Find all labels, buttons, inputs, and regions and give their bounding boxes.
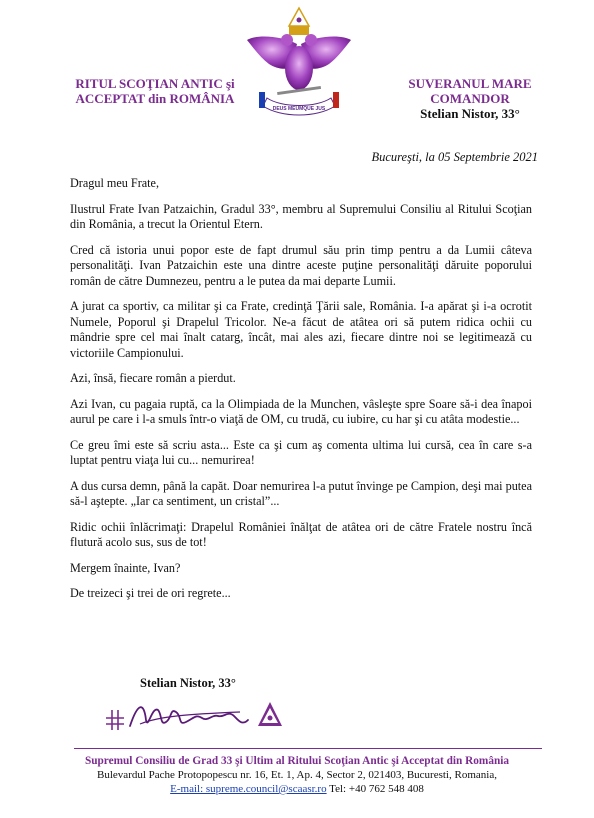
paragraph: Ilustrul Frate Ivan Patzaichin, Gradul 33°, membru al Supremului Consiliu al Ritului Scoţian din România, a trecut la Orientul Etern. <box>70 201 532 231</box>
footer-phone: Tel: +40 762 548 408 <box>329 783 424 795</box>
header-org-name <box>60 76 250 106</box>
paragraph: A dus cursa demn, până la capăt. Doar nemurirea l-a putut învinge pe Campion, deşi mai putea să-l aştepte. „Iar ca sentiment, un cristal”... <box>70 478 532 508</box>
header-left-line2: ACCEPTAT din ROMÂNIA <box>75 91 235 106</box>
double-headed-eagle-emblem <box>247 6 351 124</box>
letter-date: Bucureşti, la 05 Septembrie 2021 <box>371 150 538 164</box>
signer-name: Stelian Nistor, 33° <box>140 676 236 690</box>
letter-body <box>70 176 532 612</box>
salutation: Dragul meu Frate, <box>70 176 160 190</box>
paragraph: Mergem înainte, Ivan? <box>70 560 181 575</box>
header-right-name: Stelian Nistor, 33° <box>420 106 520 121</box>
paragraph: Cred că istoria unui popor este de fapt drumul său prin timp pentru a da Lumii câteva personalităţi. Ivan Patzaichin este una dintre aceste puţine personalităţi dăruite poporului român de către Dumnezeu, pentru a le putea da mai departe Lumii. <box>70 242 532 288</box>
header-left-line1: RITUL SCOŢIAN ANTIC şi <box>75 76 235 91</box>
header-signatory <box>370 76 570 121</box>
footer-org: Supremul Consiliu de Grad 33 şi Ultim al Ritului Scoţian Antic şi Acceptat din România <box>84 755 510 767</box>
header-right-title: SUVERANUL MARE COMANDOR <box>408 76 532 106</box>
paragraph: Azi Ivan, cu pagaia ruptă, ca la Olimpiada de la Munchen, vâsleşte spre Soare să-i dea înapoi aurul pe care i l-a smuls într-o viaţă de OM, cu trudă, cu iubire, cu har şi cu atâta modestie... <box>70 396 532 426</box>
paragraph: De treizeci şi trei de ori regrete... <box>70 586 231 600</box>
footer <box>50 754 544 796</box>
svg-text:DEUS MEUMQUE JUS: DEUS MEUMQUE JUS <box>272 106 326 112</box>
footer-contact <box>50 782 544 796</box>
paragraph: Ce greu îmi este să scriu asta... Este ca şi cum aş comenta ultima lui cursă, cea în care s-a luptat pentru viaţa lui cu... nemurirea! <box>70 437 532 467</box>
paragraph: Azi, însă, fiecare român a pierdut. <box>70 371 236 385</box>
footer-address: Bulevardul Pache Protopopescu nr. 16, Et. 1, Ap. 4, Sector 2, 021403, Bucuresti, Romania, <box>97 769 497 781</box>
paragraph: A jurat ca sportiv, ca militar şi ca Frate, credinţă Ţării sale, România. I-a apărat şi i-a ocrotit Numele, Poporul şi Drapelul Tricolor. Ne-a făcut de atâtea ori să putem ridica ochii cu mândrie spre cel mai înalt catarg, încât, mai ales azi, fiecare dintre noi se legitimează cu victoriile Campionului. <box>70 299 532 360</box>
handwritten-signature <box>100 696 300 734</box>
footer-divider <box>74 748 542 749</box>
seal-triangle-icon <box>258 702 282 726</box>
paragraph: Ridic ochii înlăcrimaţi: Drapelul României înălţat de atâtea ori de către Fratele nostru încă flutură acolo sus, sus de tot! <box>70 519 532 549</box>
email-link[interactable]: E-mail: supreme.council@scaasr.ro <box>170 783 327 795</box>
